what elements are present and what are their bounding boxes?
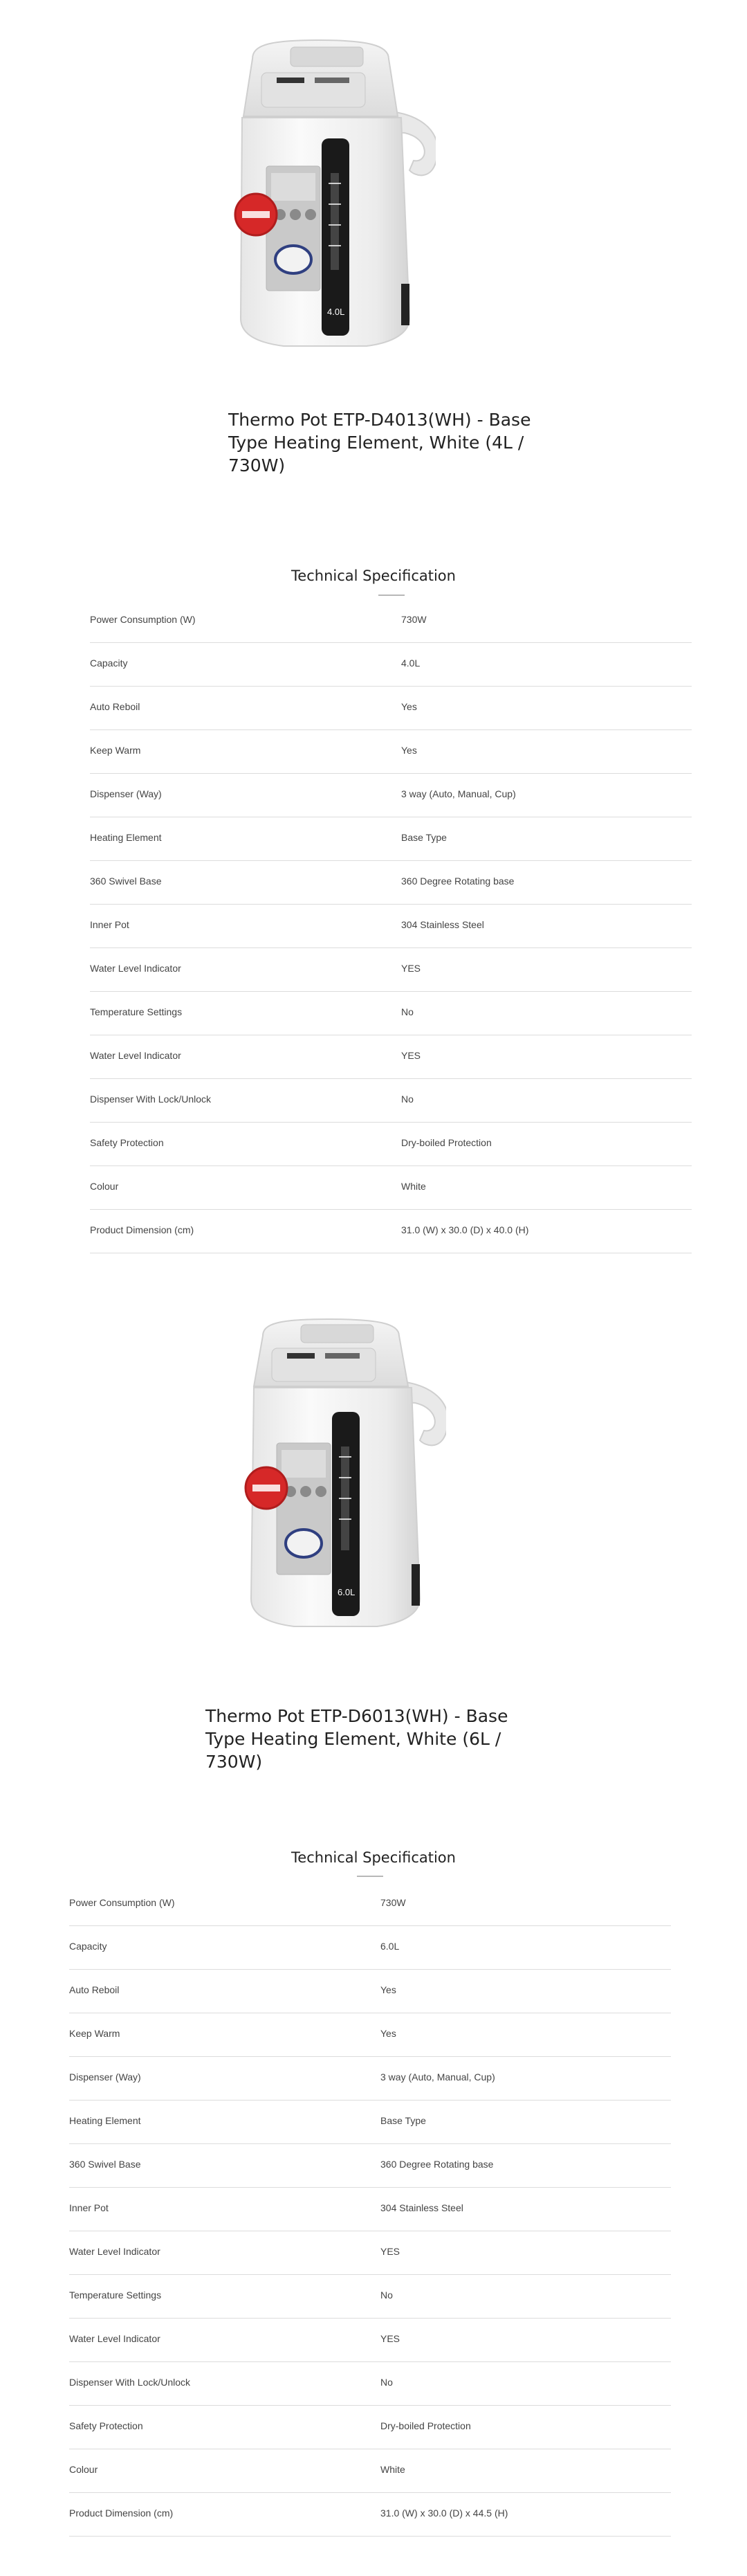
spec-row: [90, 905, 692, 948]
spec-label: Temperature Settings: [90, 1006, 183, 1017]
spec-row: [90, 861, 692, 905]
spec-row: [90, 1123, 692, 1166]
thermo-pot-image: [228, 35, 436, 360]
spec-label: Dispenser With Lock/Unlock: [90, 1094, 212, 1105]
spec-value: 31.0 (W) x 30.0 (D) x 44.5 (H): [380, 2507, 508, 2519]
product-title: Thermo Pot ETP-D6013(WH) - Base Type Heating Element, White (6L / 730W): [205, 1706, 508, 1772]
spec-label: Product Dimension (cm): [69, 2507, 174, 2519]
spec-value: Yes: [380, 2028, 396, 2039]
spec-label: Inner Pot: [69, 2202, 109, 2213]
spec-table: [69, 1883, 671, 2537]
spec-label: Dispenser (Way): [90, 788, 162, 799]
spec-label: Product Dimension (cm): [90, 1224, 194, 1235]
spec-row: [69, 2188, 671, 2231]
product-section-1: [0, 0, 747, 1273]
spec-row: [69, 1970, 671, 2013]
spec-value: White: [380, 2464, 405, 2475]
spec-label: Keep Warm: [90, 745, 141, 756]
spec-label: 360 Swivel Base: [90, 876, 162, 887]
spec-row: [90, 1079, 692, 1123]
spec-value: 6.0L: [380, 1941, 400, 1952]
spec-row: [90, 992, 692, 1035]
spec-row: [90, 774, 692, 817]
spec-value: 304 Stainless Steel: [401, 919, 484, 930]
spec-label: Water Level Indicator: [90, 1050, 181, 1061]
spec-value: YES: [380, 2246, 400, 2257]
spec-row: [90, 1210, 692, 1253]
spec-value: 4.0L: [401, 657, 421, 669]
spec-row: [69, 1926, 671, 1970]
capacity-marking: 6.0L: [338, 1587, 356, 1597]
spec-label: Power Consumption (W): [90, 614, 196, 625]
spec-label: Dispenser (Way): [69, 2071, 141, 2083]
spec-label: Inner Pot: [90, 919, 129, 930]
spec-row: [69, 2493, 671, 2537]
spec-heading-underline: [378, 595, 405, 596]
spec-value: 3 way (Auto, Manual, Cup): [401, 788, 516, 799]
spec-label: Keep Warm: [69, 2028, 120, 2039]
spec-value: Dry-boiled Protection: [380, 2420, 471, 2431]
spec-value: White: [401, 1181, 426, 1192]
spec-label: Power Consumption (W): [69, 1897, 175, 1908]
spec-row: [69, 2144, 671, 2188]
spec-label: Safety Protection: [90, 1137, 164, 1148]
spec-heading: Technical Specification: [291, 568, 456, 584]
spec-row: [69, 2362, 671, 2406]
spec-row: [90, 948, 692, 992]
spec-row: [90, 1166, 692, 1210]
spec-heading-underline: [357, 1876, 383, 1877]
spec-row: [69, 2275, 671, 2319]
spec-label: 360 Swivel Base: [69, 2159, 141, 2170]
spec-row: [69, 2057, 671, 2101]
thermo-pot-image: [239, 1315, 446, 1640]
spec-value: 360 Degree Rotating base: [380, 2159, 494, 2170]
product-section-2: [0, 1273, 747, 2576]
spec-row: [69, 2449, 671, 2493]
spec-table: [90, 599, 692, 1253]
spec-row: [69, 2406, 671, 2449]
spec-row: [69, 2319, 671, 2362]
capacity-marking: 4.0L: [327, 307, 345, 317]
spec-label: Heating Element: [69, 2115, 141, 2126]
spec-value: Dry-boiled Protection: [401, 1137, 492, 1148]
spec-value: YES: [401, 1050, 421, 1061]
spec-value: Yes: [401, 745, 417, 756]
spec-label: Water Level Indicator: [69, 2333, 160, 2344]
spec-row: [69, 2013, 671, 2057]
spec-label: Water Level Indicator: [69, 2246, 160, 2257]
spec-label: Heating Element: [90, 832, 162, 843]
spec-value: Base Type: [401, 832, 447, 843]
spec-value: No: [380, 2289, 393, 2301]
spec-value: No: [401, 1094, 414, 1105]
spec-row: [90, 687, 692, 730]
spec-label: Water Level Indicator: [90, 963, 181, 974]
spec-value: Base Type: [380, 2115, 426, 2126]
spec-row: [69, 2101, 671, 2144]
spec-value: 730W: [380, 1897, 406, 1908]
spec-label: Auto Reboil: [90, 701, 140, 712]
spec-label: Dispenser With Lock/Unlock: [69, 2377, 191, 2388]
spec-value: Yes: [380, 1984, 396, 1995]
spec-label: Capacity: [69, 1941, 107, 1952]
spec-label: Colour: [69, 2464, 98, 2475]
spec-value: YES: [401, 963, 421, 974]
spec-value: 360 Degree Rotating base: [401, 876, 515, 887]
spec-row: [90, 599, 692, 643]
spec-row: [69, 2231, 671, 2275]
spec-label: Auto Reboil: [69, 1984, 120, 1995]
spec-row: [69, 1883, 671, 1926]
spec-row: [90, 1035, 692, 1079]
spec-value: 304 Stainless Steel: [380, 2202, 463, 2213]
spec-value: YES: [380, 2333, 400, 2344]
spec-value: 3 way (Auto, Manual, Cup): [380, 2071, 495, 2083]
spec-row: [90, 730, 692, 774]
product-title: Thermo Pot ETP-D4013(WH) - Base Type Heating Element, White (4L / 730W): [228, 410, 531, 475]
spec-row: [90, 643, 692, 687]
spec-label: Safety Protection: [69, 2420, 143, 2431]
spec-value: Yes: [401, 701, 417, 712]
spec-heading: Technical Specification: [291, 1849, 456, 1866]
spec-label: Colour: [90, 1181, 119, 1192]
spec-label: Temperature Settings: [69, 2289, 162, 2301]
spec-value: No: [380, 2377, 393, 2388]
spec-value: 31.0 (W) x 30.0 (D) x 40.0 (H): [401, 1224, 529, 1235]
spec-row: [90, 817, 692, 861]
spec-label: Capacity: [90, 657, 128, 669]
spec-value: 730W: [401, 614, 427, 625]
spec-value: No: [401, 1006, 414, 1017]
